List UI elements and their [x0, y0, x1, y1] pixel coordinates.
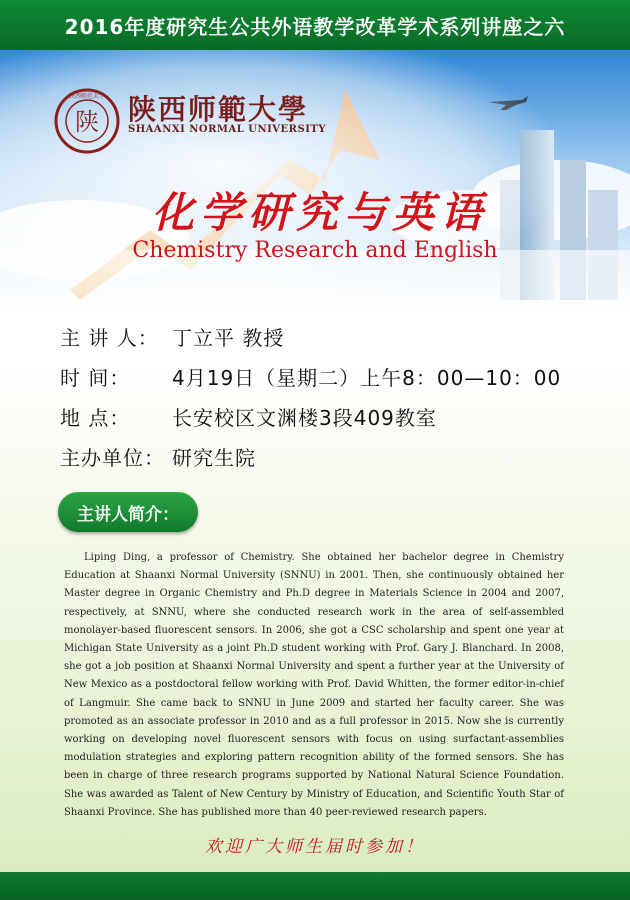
time-label: 时 间：: [60, 366, 131, 390]
bio-heading: 主讲人简介：: [77, 504, 179, 525]
university-seal-icon: [54, 88, 120, 154]
university-name-en: SHAANXI NORMAL UNIVERSITY: [128, 124, 326, 135]
time-value: 4月19日（星期二）上午8：00—10：00: [172, 366, 562, 390]
speaker-row: [60, 322, 284, 351]
university-name-cn: 陕西师範大學: [128, 93, 309, 126]
organizer-label: 主办单位：: [60, 446, 165, 470]
location-row: [60, 402, 437, 431]
series-title: 2016年度研究生公共外语教学改革学术系列讲座之六: [64, 14, 566, 39]
lecture-title-cn: 化学研究与英语: [151, 188, 488, 237]
location-value: 长安校区文渊楼3段409教室: [172, 406, 437, 430]
speaker-bio: Liping Ding, a professor of Chemistry. She obtained her bachelor degree in Chemistry Education at Shaanxi Normal University (SNNU) in 2001. Then, she continuously obtained her Master degree in Organic Chemistry and Ph.D degree in Materials Science in 2004 and 2007, respectively, at SNNU, where she conducted research work in the area of self-assembled monolayer-based fluorescent sensors. In 2006, she got a CSC scholarship and spent one year at Michigan State University as a joint Ph.D student working with Prof. Gary J. Blanchard. In 2008, she got a job position at Shaanxi Normal University and spent a further year at the University of New Mexico as a postdoctoral fellow working with Prof. David Whitten, the former editor-in-chief of Langmuir. She came back to SNNU in June 2009 and started her faculty career. She was promoted as an associate professor in 2010 and as a full professor in 2015. Now she is currently working on developing novel fluorescent sensors with focus on using surfactant-assemblies modulation strategies and exploring pattern recognition ability of the formed sensors. She has been in charge of three research programs supported by National Natural Science Foundation. She was awarded as Talent of New Century by Ministry of Education, and Scientific Youth Star of Shaanxi Province. She has published more than 40 peer-reviewed research papers.: [64, 552, 564, 818]
speaker-value: 丁立平 教授: [172, 326, 285, 350]
footer-bar: [0, 872, 630, 900]
welcome-message: 欢迎广大师生届时参加！: [205, 837, 425, 857]
series-title-bar: [0, 0, 630, 50]
organizer-value: 研究生院: [172, 446, 256, 470]
organizer-row: [60, 442, 256, 471]
location-label: 地 点：: [60, 406, 131, 430]
time-row: [60, 362, 561, 391]
seal-char: 陕: [75, 108, 99, 136]
bio-heading-badge: [58, 492, 198, 532]
seal-text: 陕西师范大学: [68, 93, 106, 100]
lecture-title-en: Chemistry Research and English: [132, 238, 498, 263]
speaker-label: 主 讲 人：: [60, 326, 159, 350]
